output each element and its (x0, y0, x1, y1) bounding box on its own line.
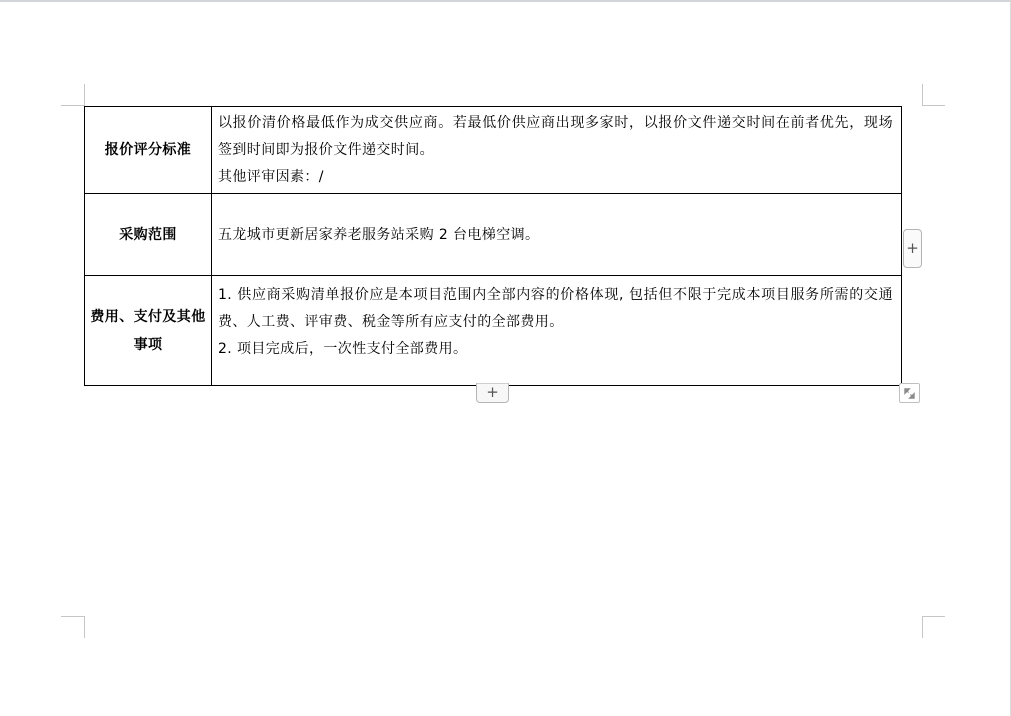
table-resize-handle[interactable] (899, 383, 920, 403)
cell-fees-payment[interactable] (212, 276, 902, 386)
cell-procurement-scope[interactable] (212, 194, 902, 276)
row-header-scoring-criteria[interactable]: 报价评分标准 (85, 107, 212, 194)
add-column-button[interactable]: + (903, 229, 922, 268)
procurement-info-table (84, 106, 902, 386)
row-header-procurement-scope[interactable]: 采购范围 (85, 194, 212, 276)
cell-paragraph: 五龙城市更新居家养老服务站采购 2 台电梯空调。 (218, 226, 540, 243)
cell-paragraph: 2. 项目完成后，一次性支付全部费用。 (218, 341, 468, 357)
cell-paragraph: 以报价清价格最低作为成交供应商。若最低价供应商出现多家时，以报价文件递交时间在前者优先，现场签到时间即为报价文件递交时间。 (218, 115, 893, 158)
table-row (85, 194, 902, 276)
cell-paragraph: 1. 供应商采购清单报价应是本项目范围内全部内容的价格体现, 包括但不限于完成本项目服务所需的交通费、人工费、评审费、税金等所有应支付的全部费用。 (218, 287, 893, 330)
row-header-fees-payment[interactable]: 费用、支付及其他事项 (85, 276, 212, 386)
table-row (85, 107, 902, 194)
resize-diagonal-icon (903, 387, 916, 400)
table-row (85, 276, 902, 386)
cell-paragraph: 其他评审因素：/ (218, 169, 324, 185)
add-row-button[interactable]: + (476, 383, 509, 403)
cell-scoring-criteria[interactable] (212, 107, 902, 194)
